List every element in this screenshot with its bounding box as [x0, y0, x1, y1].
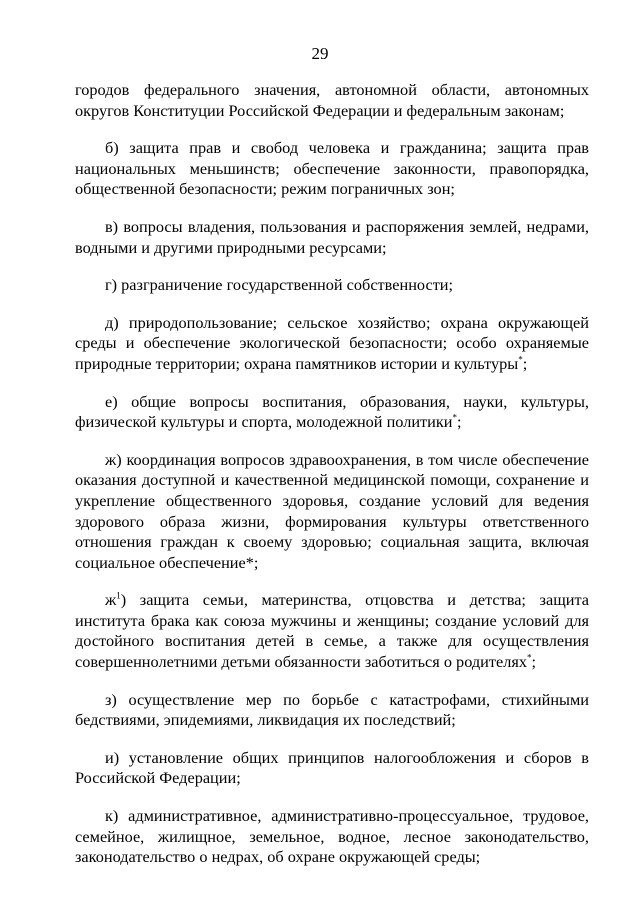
- paragraph-text: г) разграничение государственной собственности;: [105, 275, 454, 295]
- paragraph-zh1: [75, 590, 589, 672]
- paragraph-d: [75, 313, 589, 375]
- paragraph-g: [75, 275, 589, 296]
- page-number: 29: [311, 44, 329, 63]
- paragraph-text: ж) координация вопросов здравоохранения, в том числе обеспечение оказания доступной и качественной медицинской помощи, сохранение и укрепление общественного здоровья, создание условий для ведения здорового образа жизни, формирования культуры ответственного отношения граждан к своему здоровью; социальная защита, включая социальное обеспечение*;: [75, 449, 589, 572]
- paragraph-z: [75, 690, 589, 731]
- footnote-marker: *: [518, 354, 523, 365]
- paragraph-e: [75, 392, 589, 433]
- paragraph-text: ) защита семьи, материнства, отцовства и детства; защита института брака как союза мужчины и женщины; создание условий для достойного воспитания детей в семье, а также для осуществления совершеннолетними детьми обязанности заботиться о родителях: [75, 590, 589, 672]
- paragraph-text: в) вопросы владения, пользования и распоряжения землей, недрами, водными и другими природными ресурсами;: [75, 216, 589, 257]
- paragraph-text: городов федерального значения, автономной области, автономных округов Конституции Российской Федерации и федеральным законам;: [75, 80, 589, 120]
- paragraph-text: д) природопользование; сельское хозяйство; охрана окружающей среды и обеспечение экологической безопасности; особо охраняемые природные территории; охрана памятников истории и культуры: [75, 312, 589, 373]
- footnote-marker: *: [452, 412, 458, 423]
- paragraph-text: е) общие вопросы воспитания, образования, науки, культуры, физической культуры и спорта, молодежной политики: [75, 391, 589, 432]
- paragraph-tail: ;: [522, 353, 528, 373]
- document-body: [75, 80, 589, 868]
- paragraph-k: [75, 806, 589, 868]
- prefix-superscript: 1: [116, 590, 121, 601]
- paragraph-b: [75, 138, 589, 200]
- paragraph-text: з) осуществление мер по борьбе с катастрофами, стихийными бедствиями, эпидемиями, ликвидация их последствий;: [75, 689, 589, 730]
- paragraph-text: и) установление общих принципов налогообложения и сборов в Российской Федерации;: [75, 747, 589, 788]
- paragraph-continuation: [75, 80, 589, 121]
- paragraph-tail: ;: [531, 652, 536, 672]
- paragraph-text: б) защита прав и свобод человека и гражданина; защита прав национальных меньшинств; обеспечение законности, правопорядка, общественной безопасности; режим пограничных зон;: [75, 138, 589, 199]
- paragraph-prefix: ж: [105, 590, 117, 610]
- paragraph-text: к) административное, административно-процессуальное, трудовое, семейное, жилищное, земельное, водное, лесное законодательство, законодательство о недрах, об охране окружающей среды;: [75, 806, 589, 867]
- paragraph-zh: [75, 450, 589, 574]
- paragraph-v: [75, 217, 589, 258]
- paragraph-tail: ;: [457, 412, 462, 432]
- footnote-marker: *: [526, 652, 532, 663]
- paragraph-i: [75, 748, 589, 789]
